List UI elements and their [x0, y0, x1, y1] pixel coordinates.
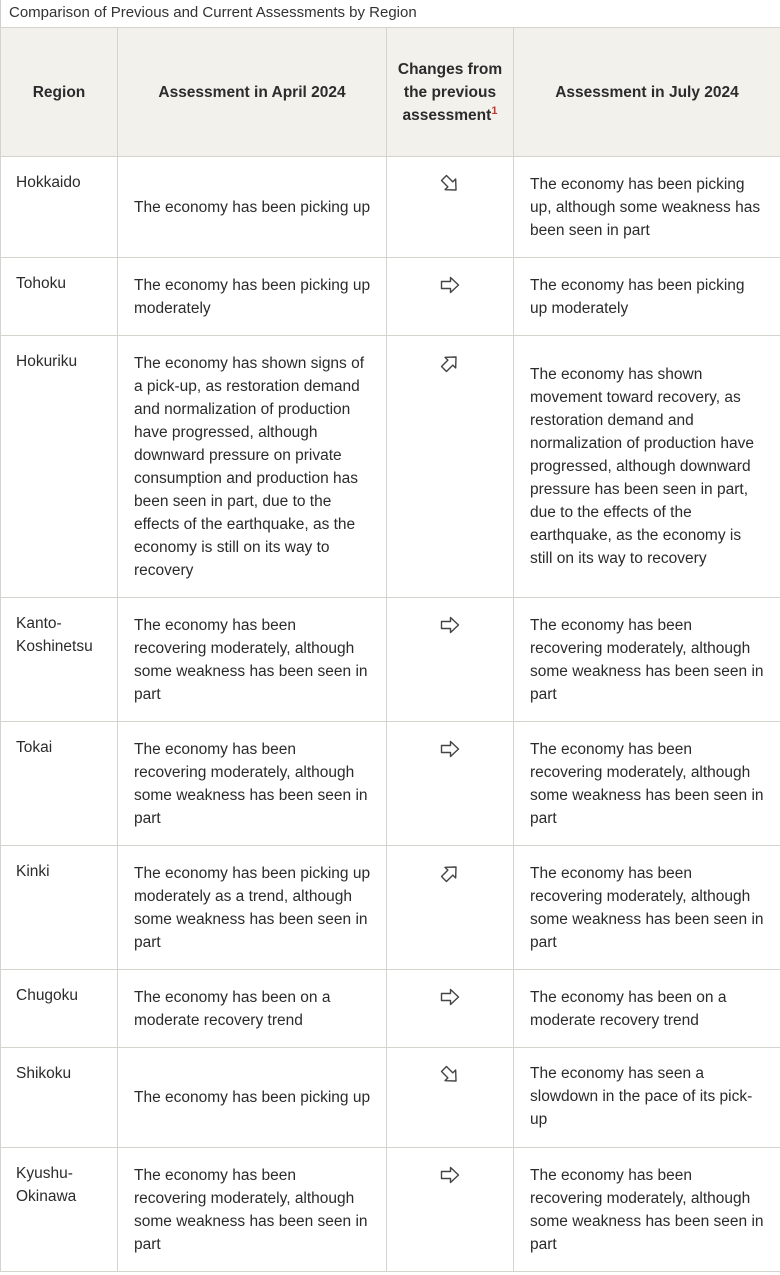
july-cell: The economy has been on a moderate recovery trend	[514, 970, 780, 1048]
table-row	[1, 336, 780, 598]
arrow-down-right-icon	[439, 1073, 461, 1090]
change-cell	[387, 598, 514, 722]
header-changes-label: Changes from the previous assessment	[397, 60, 503, 124]
july-cell: The economy has shown movement toward recovery, as restoration demand and normalization of production have progressed, although downward pressure has been seen in part, due to the effects of the earthquake, as the economy is still on its way to recovery	[514, 336, 780, 598]
arrow-up-right-icon	[439, 871, 461, 888]
arrow-right-icon	[439, 283, 461, 300]
table-row	[1, 722, 780, 846]
july-cell: The economy has been recovering moderately, although some weakness has been seen in part	[514, 1148, 780, 1272]
header-row	[1, 28, 780, 157]
table-row	[1, 157, 780, 258]
change-cell	[387, 336, 514, 598]
change-cell	[387, 258, 514, 336]
region-cell: Tokai	[1, 722, 118, 846]
region-cell: Shikoku	[1, 1048, 118, 1148]
july-cell: The economy has been recovering moderately, although some weakness has been seen in part	[514, 598, 780, 722]
table-row	[1, 598, 780, 722]
table-row	[1, 258, 780, 336]
table-row	[1, 1048, 780, 1148]
april-cell: The economy has been picking up	[118, 1048, 387, 1148]
header-region: Region	[1, 28, 118, 157]
footnote-link[interactable]: 1	[491, 104, 498, 117]
table-caption: Comparison of Previous and Current Assessments by Region	[0, 0, 780, 27]
july-cell: The economy has been recovering moderately, although some weakness has been seen in part	[514, 846, 780, 970]
region-cell: Chugoku	[1, 970, 118, 1048]
arrow-up-right-icon	[439, 361, 461, 378]
april-cell: The economy has been recovering moderately, although some weakness has been seen in part	[118, 722, 387, 846]
region-cell: Kyushu-Okinawa	[1, 1148, 118, 1272]
july-cell: The economy has been recovering moderately, although some weakness has been seen in part	[514, 722, 780, 846]
july-cell: The economy has been picking up moderately	[514, 258, 780, 336]
change-cell	[387, 157, 514, 258]
region-cell: Kinki	[1, 846, 118, 970]
april-cell: The economy has been picking up	[118, 157, 387, 258]
assessment-table	[0, 27, 780, 1272]
table-row	[1, 970, 780, 1048]
region-cell: Hokuriku	[1, 336, 118, 598]
header-changes	[387, 28, 514, 157]
change-cell	[387, 1048, 514, 1148]
arrow-right-icon	[439, 1173, 461, 1190]
table-row	[1, 1148, 780, 1272]
header-july: Assessment in July 2024	[514, 28, 780, 157]
april-cell: The economy has been recovering moderately, although some weakness has been seen in part	[118, 598, 387, 722]
arrow-right-icon	[439, 995, 461, 1012]
region-cell: Hokkaido	[1, 157, 118, 258]
change-cell	[387, 722, 514, 846]
april-cell: The economy has been on a moderate recovery trend	[118, 970, 387, 1048]
april-cell: The economy has been picking up moderately	[118, 258, 387, 336]
change-cell	[387, 846, 514, 970]
arrow-right-icon	[439, 623, 461, 640]
change-cell	[387, 1148, 514, 1272]
table-row	[1, 846, 780, 970]
april-cell: The economy has been recovering moderately, although some weakness has been seen in part	[118, 1148, 387, 1272]
change-cell	[387, 970, 514, 1048]
july-cell: The economy has seen a slowdown in the pace of its pick-up	[514, 1048, 780, 1148]
arrow-right-icon	[439, 747, 461, 764]
april-cell: The economy has shown signs of a pick-up, as restoration demand and normalization of production have progressed, although downward pressure on private consumption and production has been seen in part, due to the effects of the earthquake, as the economy is still on its way to recovery	[118, 336, 387, 598]
region-cell: Tohoku	[1, 258, 118, 336]
region-cell: Kanto-Koshinetsu	[1, 598, 118, 722]
header-april: Assessment in April 2024	[118, 28, 387, 157]
april-cell: The economy has been picking up moderately as a trend, although some weakness has been seen in part	[118, 846, 387, 970]
july-cell: The economy has been picking up, although some weakness has been seen in part	[514, 157, 780, 258]
arrow-down-right-icon	[439, 182, 461, 199]
